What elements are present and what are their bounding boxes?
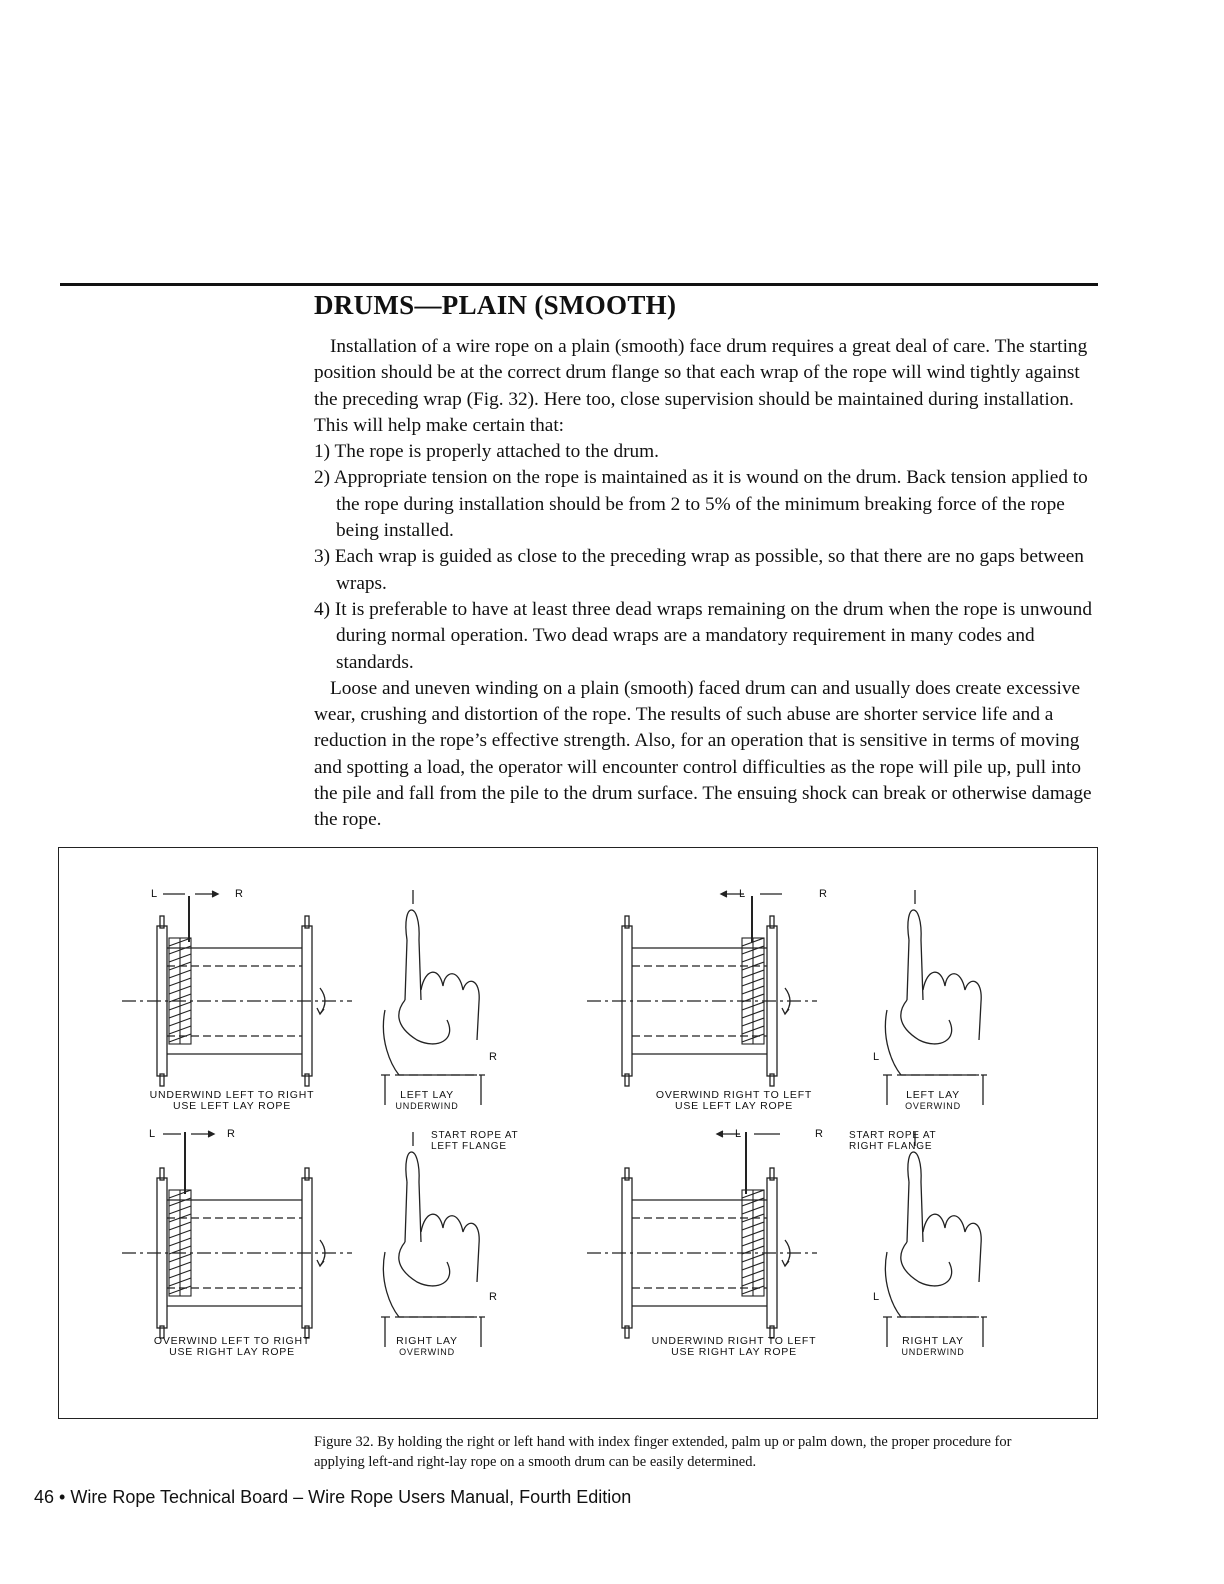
start-label-line: START ROPE AT	[431, 1130, 519, 1141]
hand-left-lay-overwind	[883, 890, 987, 1105]
section-rule	[60, 283, 1098, 286]
list-item: 1) The rope is properly attached to the drum.	[314, 441, 659, 463]
hand-left-lay-underwind	[381, 890, 485, 1105]
hand-label	[377, 1090, 477, 1112]
hand-label-line: RIGHT LAY	[902, 1335, 964, 1347]
hand-right-lay-underwind	[883, 1132, 987, 1347]
start-label-line: START ROPE AT	[849, 1130, 937, 1141]
hand-label-line: RIGHT LAY	[396, 1335, 458, 1347]
hand-label	[883, 1090, 983, 1112]
right-letter: R	[819, 888, 827, 900]
list-item: 2) Appropriate tension on the rope is maintained as it is wound on the drum. Back tension applied to the rope during installation should be from 2 to 5% of the minimum breaking force of the rope being installed.	[314, 467, 1088, 542]
left-letter: L	[873, 1051, 880, 1063]
drum-overwind-left-to-right	[122, 1131, 352, 1338]
closing-paragraph: Loose and uneven winding on a plain (smooth) faced drum can and usually does create excessive wear, crushing and distortion of the rope. The results of such abuse are shorter service life and a reduction in the rope’s effective strength. Also, for an operation that is sensitive in terms of moving and spotting a load, the operator will encounter control difficulties as the rope will pile up, pull into the pile and fall from the pile to the drum surface. The ensuing shock can break or otherwise damage the rope.	[314, 677, 1092, 831]
drum-label-line: USE RIGHT LAY ROPE	[169, 1346, 295, 1358]
body-text	[314, 334, 1098, 834]
right-letter: R	[227, 1128, 235, 1140]
drum-label	[639, 1090, 829, 1112]
page-footer: 46 • Wire Rope Technical Board – Wire Rope Users Manual, Fourth Edition	[34, 1487, 632, 1507]
left-letter: L	[151, 888, 158, 900]
drum-label-line: OVERWIND LEFT TO RIGHT	[153, 1335, 311, 1347]
start-rope-left-flange	[431, 1130, 518, 1152]
hand-label-line: UNDERWIND	[901, 1347, 965, 1357]
drum-label-line: USE LEFT LAY ROPE	[172, 1100, 292, 1112]
drum-overwind-right-to-left	[587, 891, 817, 1086]
right-letter: R	[235, 888, 243, 900]
list-item: 3) Each wrap is guided as close to the preceding wrap as possible, so that there are no gaps between wraps.	[314, 546, 1084, 594]
figure-illustration	[59, 848, 1097, 1418]
hand-label-line: OVERWIND	[399, 1347, 455, 1357]
drum-label-line: UNDERWIND RIGHT TO LEFT	[651, 1335, 817, 1347]
section-heading: DRUMS—PLAIN (SMOOTH)	[314, 290, 677, 320]
hand-label	[377, 1336, 477, 1358]
drum-label-line: UNDERWIND LEFT TO RIGHT	[149, 1089, 315, 1101]
right-letter: R	[489, 1291, 497, 1303]
hand-label-line: OVERWIND	[905, 1101, 961, 1111]
left-letter: L	[873, 1291, 880, 1303]
left-letter: L	[149, 1128, 156, 1140]
drum-underwind-left-to-right	[122, 891, 352, 1086]
left-letter: L	[735, 1128, 742, 1140]
hand-label-line: LEFT LAY	[400, 1089, 454, 1101]
list-item: 4) It is preferable to have at least three dead wraps remaining on the drum when the rope is unwound during normal operation. Two dead wraps are a mandatory requirement in many codes and standards.	[314, 598, 1092, 673]
start-rope-right-flange	[849, 1130, 936, 1152]
start-label-line: LEFT FLANGE	[431, 1141, 507, 1152]
figure-32	[58, 847, 1098, 1419]
figure-caption: Figure 32. By holding the right or left hand with index finger extended, palm up or palm down, the proper procedure for applying left-and right-lay rope on a smooth drum can be easily determined.	[314, 1434, 1012, 1470]
drum-underwind-right-to-left	[587, 1131, 817, 1338]
drum-label	[137, 1090, 327, 1112]
right-letter: R	[489, 1051, 497, 1063]
hand-label	[883, 1336, 983, 1358]
drum-label-line: USE RIGHT LAY ROPE	[671, 1346, 797, 1358]
start-label-line: RIGHT FLANGE	[849, 1141, 933, 1152]
drum-label-line: USE LEFT LAY ROPE	[674, 1100, 794, 1112]
right-letter: R	[815, 1128, 823, 1140]
left-letter: L	[739, 888, 746, 900]
hand-label-line: UNDERWIND	[395, 1101, 459, 1111]
drum-label	[137, 1336, 327, 1358]
drum-label	[639, 1336, 829, 1358]
intro-paragraph: Installation of a wire rope on a plain (smooth) face drum requires a great deal of care. The starting position should be at the correct drum flange so that each wrap of the rope will wind tightly against the preceding wrap (Fig. 32). Here too, close supervision should be maintained during installation. This will help make certain that:	[314, 336, 1088, 436]
hand-label-line: LEFT LAY	[906, 1089, 960, 1101]
drum-label-line: OVERWIND RIGHT TO LEFT	[655, 1089, 813, 1101]
hand-right-lay-overwind	[381, 1132, 485, 1347]
